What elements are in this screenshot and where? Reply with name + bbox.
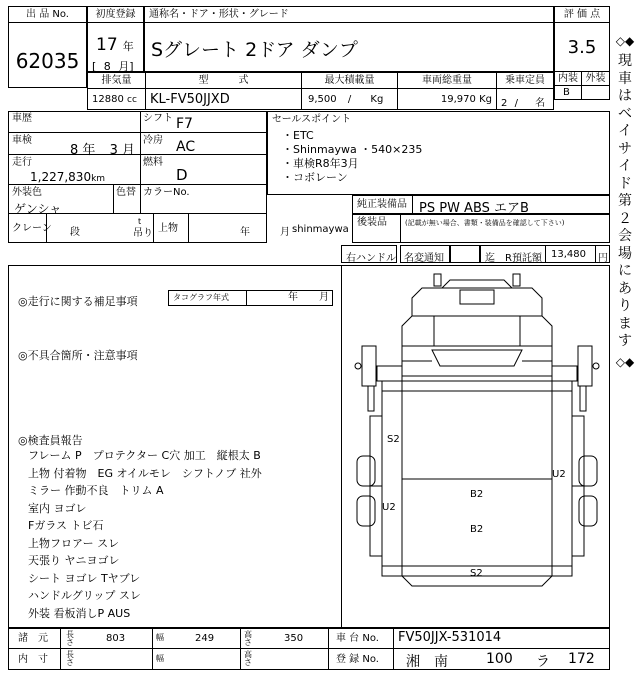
gross-label: 車両総重量 bbox=[398, 73, 497, 88]
interior-label: 内装 bbox=[555, 72, 582, 85]
std-equipment-label: 純正装備品 bbox=[353, 196, 413, 213]
reg-box bbox=[87, 6, 144, 72]
after-equipment-note: (記載が無い場合、書類・装備品を確認して下さい) bbox=[405, 219, 565, 227]
diagram-mark: U2 bbox=[382, 502, 396, 513]
after-equipment-label: 後装品 bbox=[353, 215, 401, 242]
plate-kana: ラ bbox=[536, 654, 550, 670]
inspector-line: 室内 ヨゴレ bbox=[28, 501, 87, 515]
handle-box: 右ハンドル bbox=[341, 245, 397, 263]
inner-length-label: 長さ bbox=[66, 650, 74, 667]
tax-value: 13,480 bbox=[551, 249, 586, 260]
grade-value: Sグレート 2ドア ダンプ bbox=[151, 39, 358, 61]
inspection-label: 車検 bbox=[12, 135, 32, 146]
upper-label: 上物 bbox=[158, 223, 178, 234]
sales-points-title: セールスポイント bbox=[272, 114, 352, 125]
upper-year: 年 bbox=[240, 227, 250, 238]
grade-label: 通称名・ドア・形状・グレード bbox=[145, 7, 553, 23]
gross-value: 19,970 bbox=[440, 94, 476, 105]
crane-stage: 段 bbox=[70, 227, 80, 238]
plate-class: 100 bbox=[486, 651, 513, 667]
reg-month-open: [ bbox=[92, 60, 97, 73]
color-number-label: カラーNo. bbox=[143, 187, 190, 198]
inspector-line: 外装 看板消しP AUS bbox=[28, 606, 131, 620]
ac-label: 冷房 bbox=[143, 135, 163, 146]
truck-diagram-svg bbox=[342, 266, 609, 627]
displacement-value: 12880 bbox=[92, 94, 124, 105]
diagram-mark: S2 bbox=[387, 434, 400, 445]
maxload-sep: / bbox=[347, 94, 352, 105]
displacement-unit: cc bbox=[127, 95, 137, 105]
crane-label: クレーン bbox=[12, 223, 52, 234]
reg-year: 17 bbox=[96, 35, 118, 55]
fuel-label: 燃料 bbox=[143, 157, 163, 168]
maxload-unit: Kg bbox=[370, 94, 384, 105]
sales-point-item: ・車検R8年3月 bbox=[282, 157, 359, 170]
color-change-label: 色替 bbox=[116, 187, 136, 198]
std-equipment-value: PS PW ABS エアB bbox=[419, 201, 529, 216]
capacity-value: 2 bbox=[501, 98, 508, 109]
tax-label: R預託額 bbox=[505, 253, 542, 264]
name-change-value bbox=[450, 245, 480, 263]
plate-region: 湘 南 bbox=[406, 654, 448, 670]
inspector-line: Fガラス トビ石 bbox=[28, 519, 104, 532]
side-banner-text: 現車はベイサイド第２会場にあります bbox=[618, 53, 632, 349]
lot-label: 出 品 No. bbox=[9, 7, 86, 23]
interior-value: B bbox=[555, 86, 582, 99]
defect-title: ◎不具合箇所・注意事項 bbox=[18, 349, 138, 362]
diagram-mark: B2 bbox=[470, 489, 484, 500]
reg-year-unit: 年 bbox=[122, 40, 134, 53]
inspector-line: 天張り ヤニヨゴレ bbox=[28, 554, 120, 567]
exterior-label: 外装 bbox=[585, 73, 606, 84]
maxload-label: 最大積載量 bbox=[302, 73, 398, 88]
length-label: 長さ bbox=[66, 630, 74, 647]
tacho-month: 月 bbox=[319, 292, 329, 303]
specs-row bbox=[87, 72, 554, 110]
side-banner-bottom-mark: ◇◆ bbox=[615, 354, 635, 369]
upper-month: 月 bbox=[280, 227, 290, 238]
inspector-line: シート ヨゴレ Tヤブレ bbox=[28, 571, 141, 585]
diagram-mark: U2 bbox=[552, 469, 566, 480]
tacho-label: タコグラフ年式 bbox=[169, 291, 247, 305]
tax-unit: 円 bbox=[598, 253, 608, 264]
inspector-line: ミラー 作動不良 トリム A bbox=[28, 484, 164, 497]
gross-unit: Kg bbox=[479, 94, 492, 105]
exterior-value bbox=[582, 86, 609, 99]
history-label: 車歴 bbox=[12, 113, 32, 124]
crane-t: t bbox=[138, 217, 142, 226]
upper-maker: shinmaywa bbox=[292, 224, 349, 235]
width-label: 幅 bbox=[156, 633, 164, 642]
color-label: 外装色 bbox=[12, 187, 42, 198]
capacity-label: 乗車定員 bbox=[505, 75, 545, 86]
score-label: 評 価 点 bbox=[555, 7, 609, 23]
shift-label: シフト bbox=[143, 113, 173, 124]
model-value: KL-FV50JJXD bbox=[146, 89, 302, 109]
tax-prefix: 迄 bbox=[485, 253, 495, 264]
inspection-month: 3 bbox=[109, 143, 118, 158]
width-value: 249 bbox=[195, 633, 215, 644]
inner-height-label: 高さ bbox=[244, 650, 252, 667]
inspector-line: ハンドルグリップ スレ bbox=[28, 589, 141, 602]
inspector-title: ◎検査員報告 bbox=[18, 434, 83, 447]
inspection-year-unit: 年 bbox=[82, 143, 96, 158]
inner-label: 内 寸 bbox=[18, 654, 48, 665]
tacho-year: 年 bbox=[288, 292, 298, 303]
sales-point-item: ・コボレーン bbox=[282, 171, 348, 184]
side-banner bbox=[614, 34, 636, 370]
after-equipment-row bbox=[352, 214, 610, 243]
damage-diagram bbox=[341, 265, 610, 628]
diagram-mark: S2 bbox=[470, 568, 483, 579]
tax-box bbox=[480, 245, 610, 263]
height-label: 高さ bbox=[244, 630, 252, 647]
model-label: 型 式 bbox=[146, 73, 302, 88]
lot-box bbox=[8, 6, 87, 88]
capacity-unit: 名 bbox=[535, 98, 546, 109]
driving-title: ◎走行に関する補足事項 bbox=[18, 295, 138, 308]
reg-month: 8 bbox=[103, 60, 111, 73]
inspector-line: 上物フロアー スレ bbox=[28, 536, 120, 550]
sales-points bbox=[267, 111, 610, 195]
plate-number: 172 bbox=[568, 651, 595, 667]
mileage-unit: km bbox=[91, 174, 106, 184]
lot-number: 62035 bbox=[15, 49, 80, 73]
inspector-line: 上物 付着物 EG オイルモレ シフトノブ 社外 bbox=[28, 466, 262, 480]
mileage-label: 走行 bbox=[12, 157, 32, 168]
inspection-month-unit: 月 bbox=[122, 143, 136, 158]
fuel-value: D bbox=[176, 166, 188, 184]
ac-value: AC bbox=[176, 139, 196, 155]
diagram-mark: B2 bbox=[470, 524, 484, 535]
inner-width-label: 幅 bbox=[156, 654, 164, 663]
side-banner-top-mark: ◇◆ bbox=[615, 34, 635, 48]
dims-label: 諸 元 bbox=[18, 633, 48, 644]
std-equipment-row bbox=[352, 195, 610, 214]
score-box bbox=[554, 6, 610, 100]
plate-label: 登 録 No. bbox=[336, 654, 379, 665]
tacho-box bbox=[168, 290, 333, 306]
score-value: 3.5 bbox=[567, 37, 597, 58]
inspector-lines bbox=[28, 447, 262, 622]
color-value: ゲンシャ bbox=[14, 202, 62, 216]
name-change-box: 名変通知 bbox=[400, 245, 450, 263]
displacement-label: 排気量 bbox=[88, 73, 146, 88]
inspector-line: フレーム P プロテクター C穴 加工 縦根太 B bbox=[28, 449, 261, 462]
chassis-value: FV50JJX-531014 bbox=[398, 630, 502, 645]
crane-hook: 吊り bbox=[133, 228, 153, 239]
sales-point-item: ・ETC bbox=[282, 129, 314, 142]
capacity-sep: / bbox=[514, 98, 518, 109]
chassis-label: 車 台 No. bbox=[336, 633, 379, 644]
maxload-value: 9,500 bbox=[308, 94, 337, 105]
mileage-value: 1,227,830 bbox=[30, 170, 92, 184]
height-value: 350 bbox=[284, 633, 304, 644]
reg-label: 初度登録 bbox=[88, 7, 143, 23]
shift-value: F7 bbox=[176, 116, 193, 132]
length-value: 803 bbox=[106, 633, 126, 644]
grade-box bbox=[144, 6, 554, 72]
reg-month-unit: 月] bbox=[118, 60, 134, 73]
sales-point-item: ・Shinmaywa ・540×235 bbox=[282, 143, 423, 156]
inspection-year: 8 bbox=[70, 143, 79, 158]
